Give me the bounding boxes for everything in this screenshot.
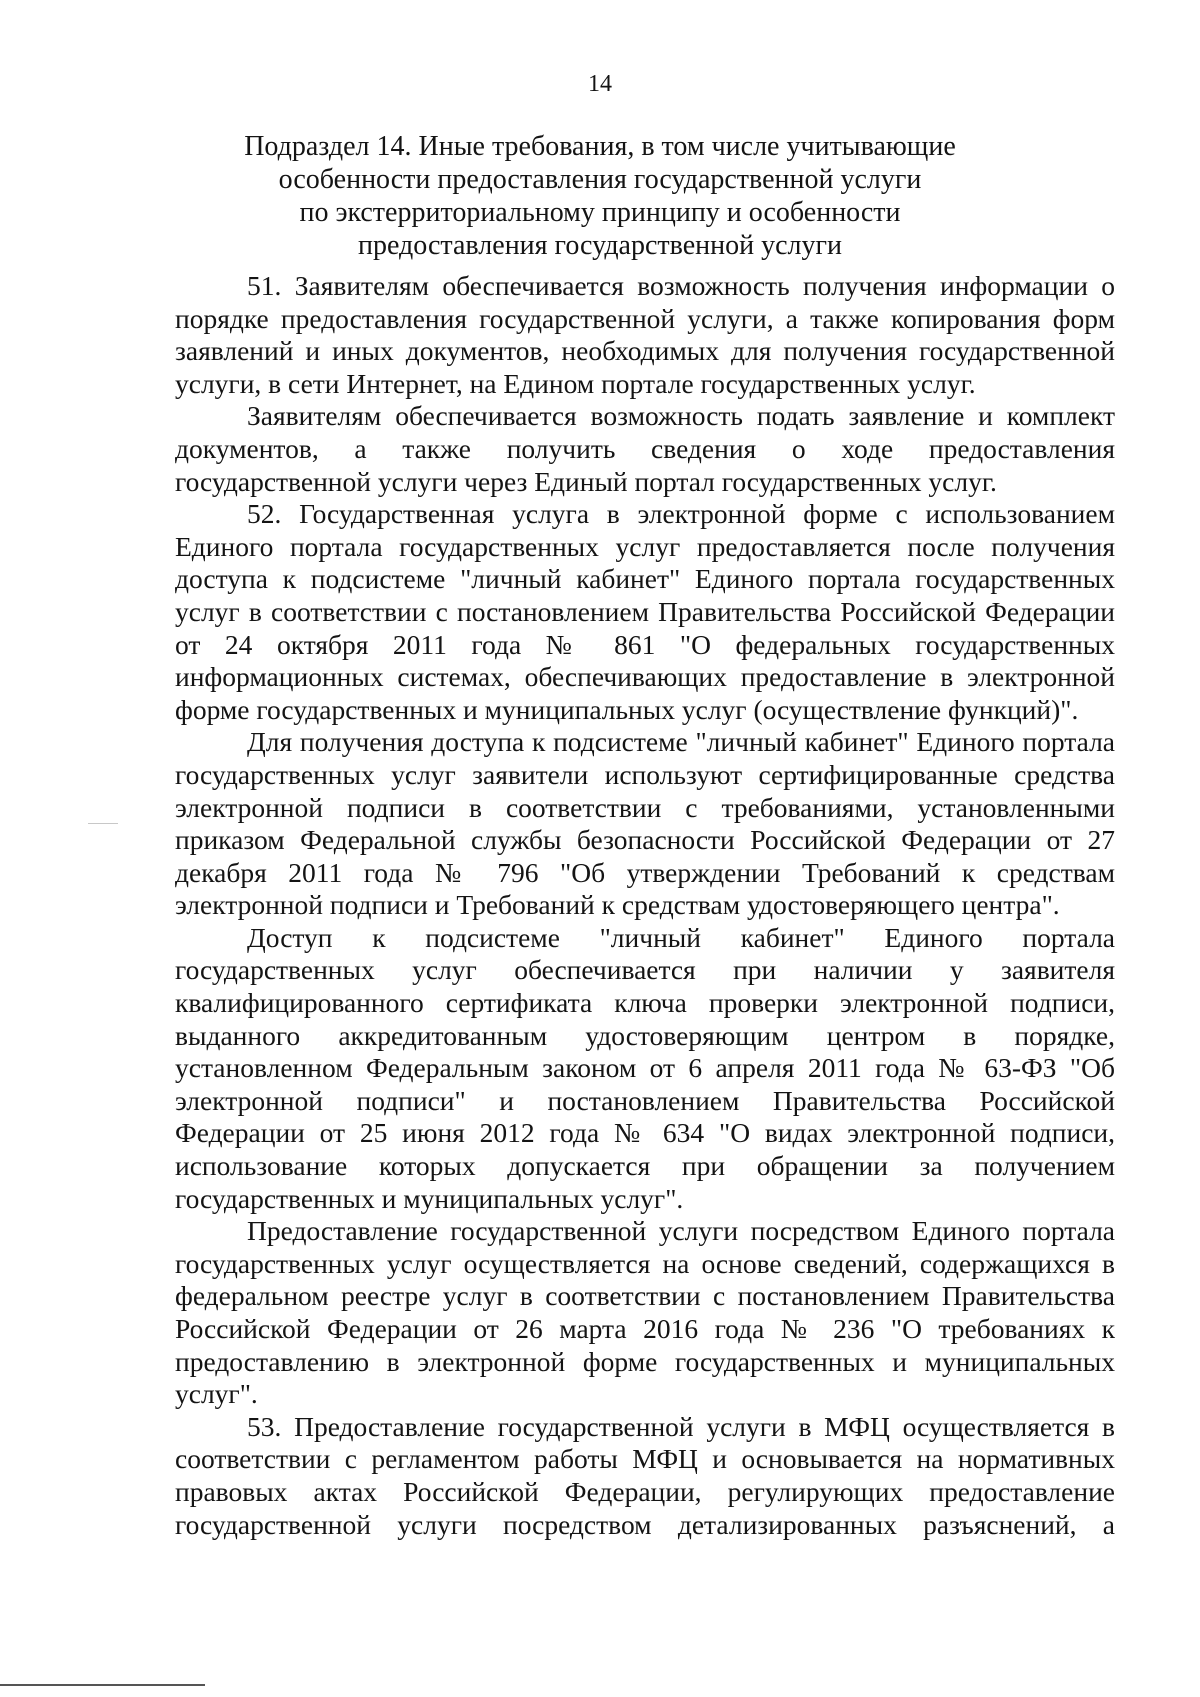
section-heading-line: особенности предоставления государственной услуги (278, 164, 922, 195)
paragraph-52-registry: Предоставление государственной услуги посредством Единого портала государственных услуг осуществляется на основе сведений, содержащихся в федеральном реестре услуг в соответствии с постановлением Правительства Российской Федерации от 26 марта 2016 года № 236 "О требованиях к предоставлению в электронной форме государственных и муниципальных услуг". (175, 1215, 1115, 1410)
scan-mark (88, 823, 118, 824)
section-heading-line: предоставления государственной услуги (358, 230, 842, 261)
footnote-rule (0, 1684, 205, 1686)
paragraph-52-certificate: Доступ к подсистеме "личный кабинет" Единого портала государственных услуг обеспечивается при наличии у заявителя квалифицированного сертификата ключа проверки электронной подписи, выданного аккредитованным удостоверяющим центром в порядке, установленном Федеральным законом от 6 апреля 2011 года № 63-ФЗ "Об электронной подписи" и постановлением Правительства Российской Федерации от 25 июня 2012 года № 634 "О видах электронной подписи, использование которых допускается при обращении за получением государственных и муниципальных услуг". (175, 921, 1115, 1214)
section-heading-line: по экстерриториальному принципу и особенности (299, 197, 901, 228)
paragraph-52-access: Для получения доступа к подсистеме "личный кабинет" Единого портала государственных услуг заявители используют сертифицированные средства электронной подписи в соответствии с требованиями, установленными приказом Федеральной службы безопасности Российской Федерации от 27 декабря 2011 года № 796 "Об утверждении Требований к средствам электронной подписи и Требований к средствам удостоверяющего центра". (175, 726, 1115, 921)
section-heading-line: Подраздел 14. Иные требования, в том числе учитывающие (244, 131, 956, 162)
section-heading (200, 130, 1000, 262)
paragraph-53: 53. Предоставление государственной услуги в МФЦ осуществляется в соответствии с регламентом работы МФЦ и основывается на нормативных правовых актах Российской Федерации, регулирующих предоставление государственной услуги посредством детализированных разъяснений, а (175, 1410, 1115, 1540)
paragraph-51-continued: Заявителям обеспечивается возможность подать заявление и комплект документов, а также получить сведения о ходе предоставления государственной услуги через Единый портал государственных услуг. (175, 400, 1115, 497)
paragraph-51: 51. Заявителям обеспечивается возможность получения информации о порядке предоставления государственной услуги, а также копирования форм заявлений и иных документов, необходимых для получения государственной услуги, в сети Интернет, на Едином портале государственных услуг. (175, 270, 1115, 399)
paragraph-52: 52. Государственная услуга в электронной форме с использованием Единого портала государственных услуг предоставляется после получения доступа к подсистеме "личный кабинет" Единого портала государственных услуг в соответствии с постановлением Правительства Российской Федерации от 24 октября 2011 года № 861 "О федеральных государственных информационных системах, обеспечивающих предоставление в электронной форме государственных и муниципальных услуг (осуществление функций)". (175, 498, 1115, 725)
document-body (175, 270, 1115, 1541)
page-number: 14 (588, 71, 612, 97)
